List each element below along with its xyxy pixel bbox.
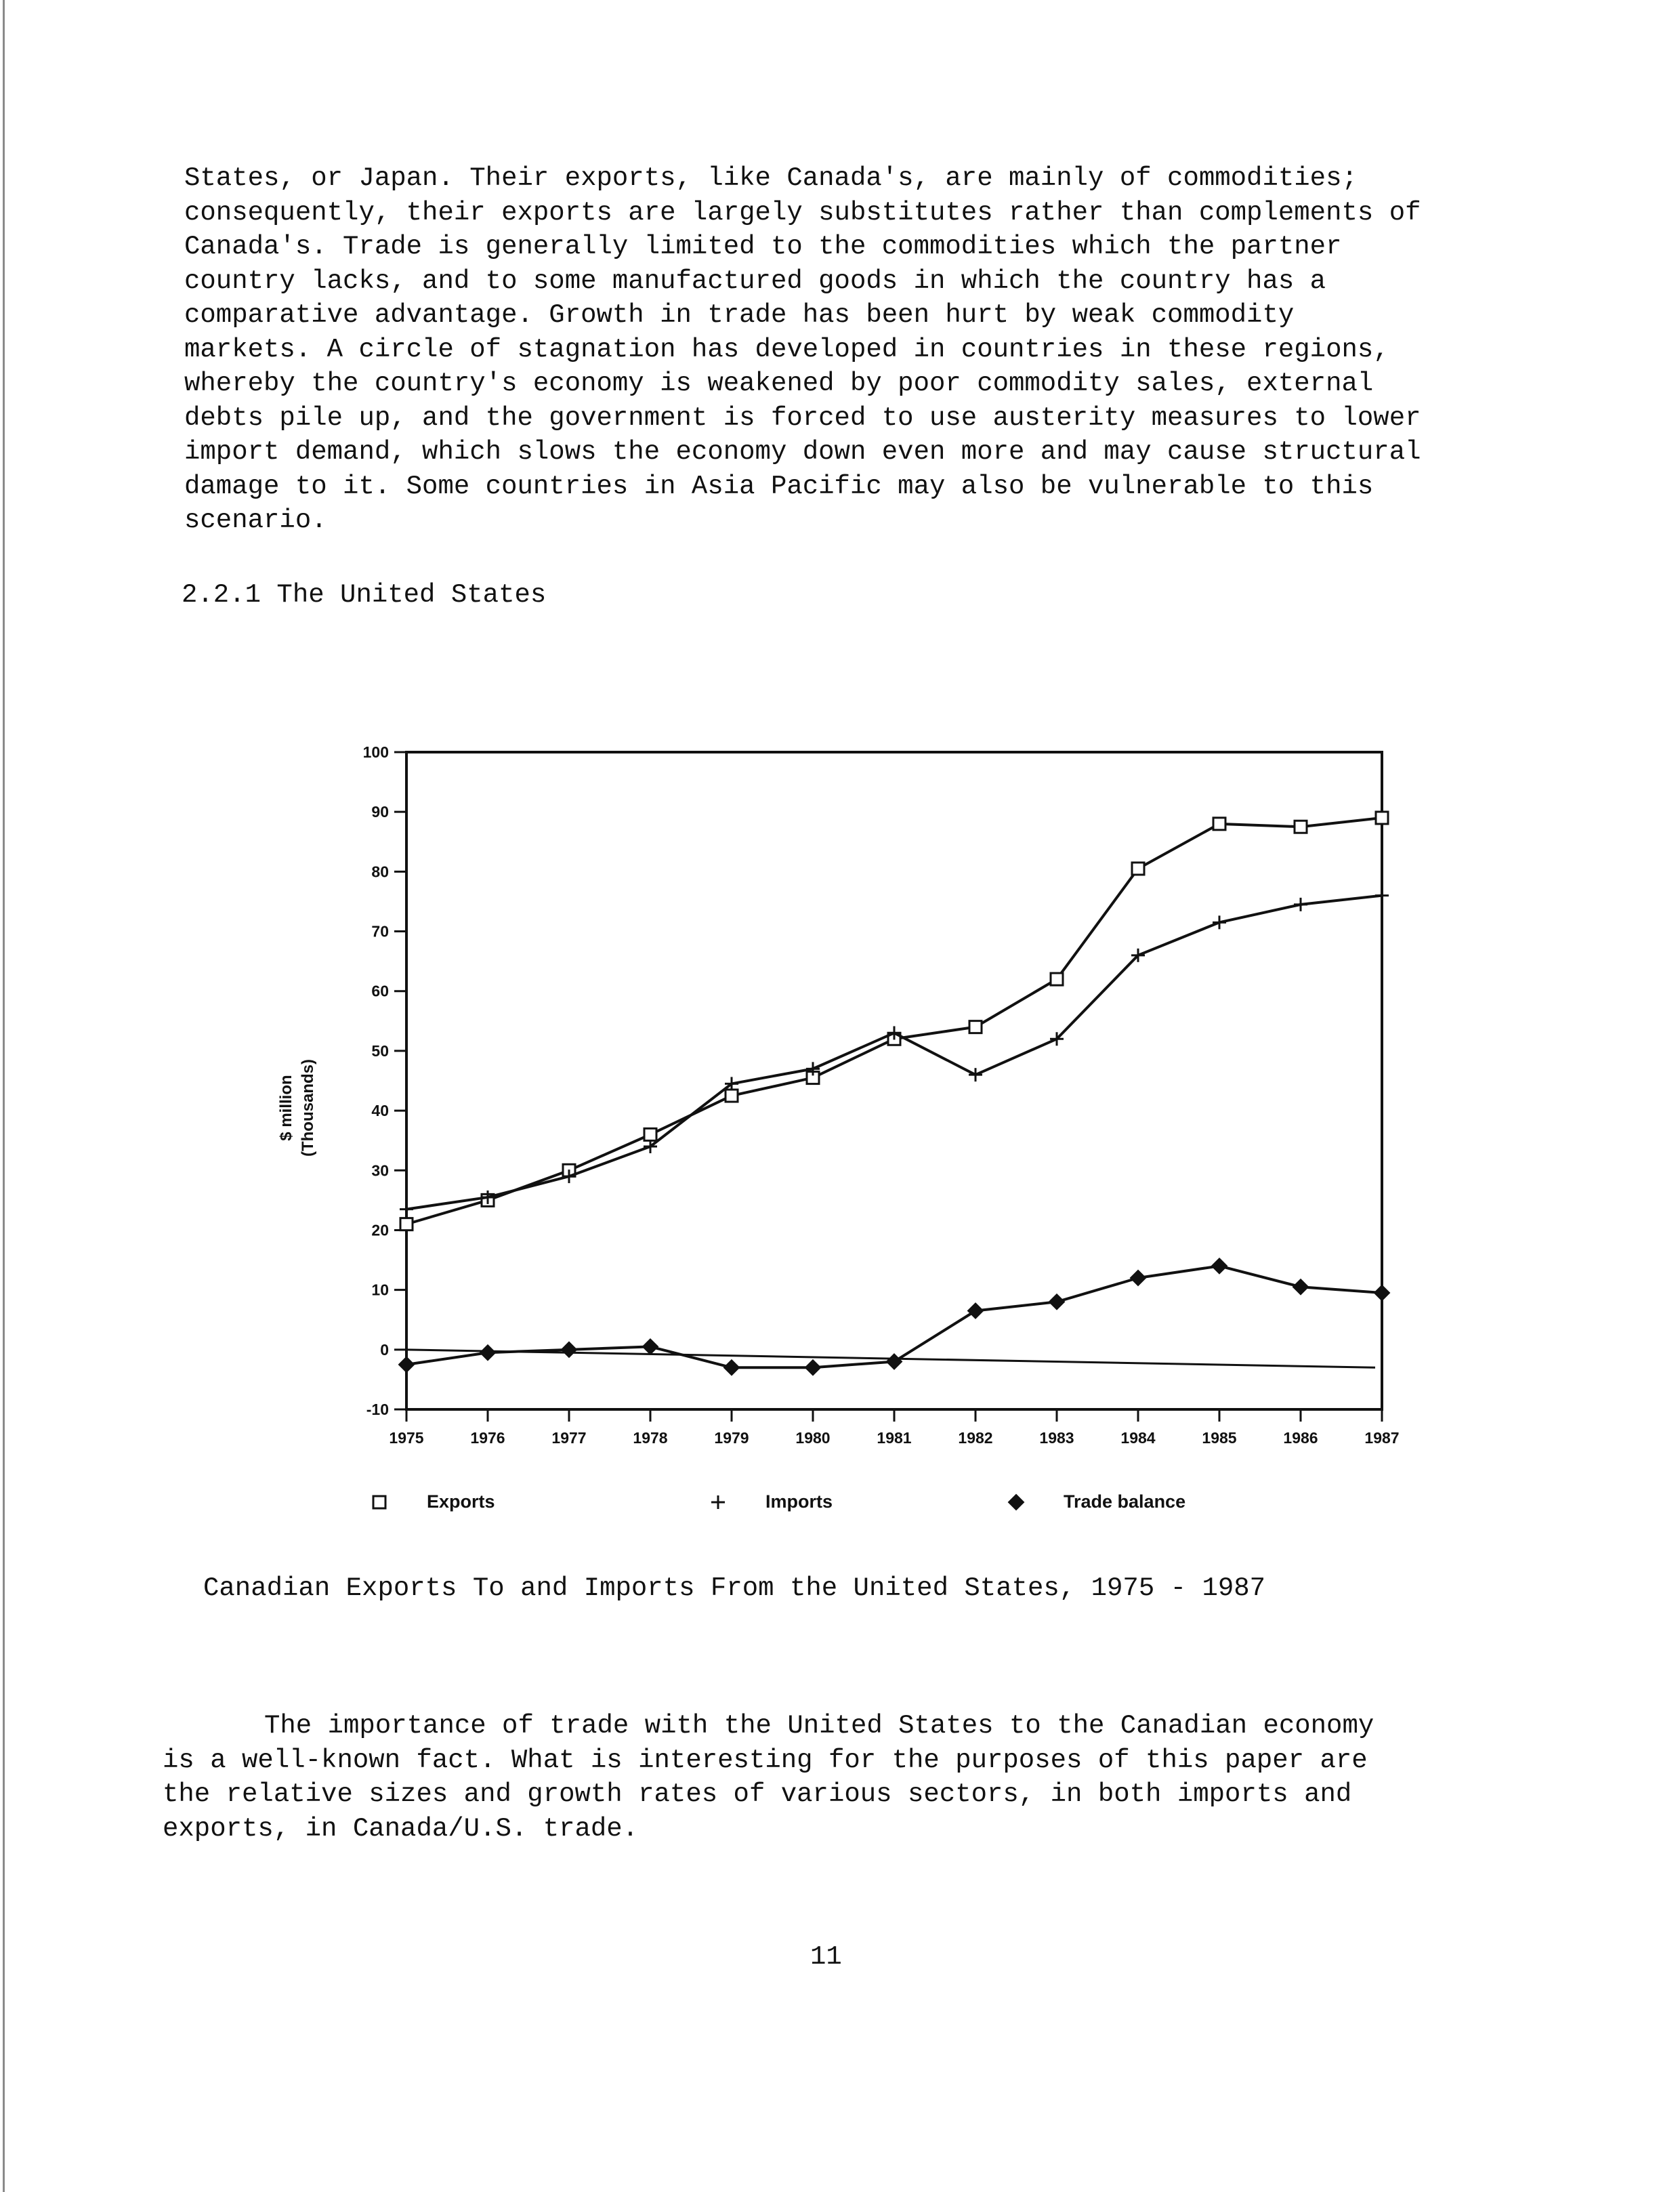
- x-tick-label: 1982: [958, 1429, 993, 1447]
- paragraph-line: debts pile up, and the government is forced to use austerity measures to lower: [184, 402, 1421, 433]
- paragraph-line: Canada's. Trade is generally limited to the commodities which the partner: [184, 232, 1342, 262]
- trade-balance-point: [1374, 1285, 1389, 1300]
- y-tick-label: 0: [380, 1340, 389, 1359]
- paragraph-line: scenario.: [184, 505, 327, 535]
- y-tick-label: 30: [371, 1161, 389, 1180]
- paragraph-line: The importance of trade with the United States to the Canadian economy: [264, 1711, 1374, 1741]
- y-tick-label: 20: [371, 1221, 389, 1239]
- plot-frame: [406, 752, 1382, 1409]
- exports-point: [1132, 863, 1144, 875]
- trade-line-chart: [244, 732, 1409, 1545]
- x-tick-label: 1977: [551, 1429, 587, 1447]
- exports-point: [1295, 821, 1307, 833]
- page-number: 11: [810, 1942, 842, 1972]
- paragraph-line: country lacks, and to some manufactured goods in which the country has a: [184, 266, 1326, 296]
- paragraph-line: markets. A circle of stagnation has developed in countries in these regions,: [184, 334, 1389, 365]
- exports-line: [406, 818, 1382, 1224]
- paragraph-line: damage to it. Some countries in Asia Pacific may also be vulnerable to this: [184, 471, 1374, 501]
- trade-balance-legend-label: Trade balance: [1064, 1491, 1186, 1512]
- body-paragraph-2: [163, 1709, 1498, 1846]
- exports-point: [1051, 973, 1063, 985]
- paragraph-line: comparative advantage. Growth in trade has been hurt by weak commodity: [184, 300, 1295, 330]
- trade-balance-point: [562, 1342, 576, 1357]
- y-axis-title-line: $ million: [277, 1075, 295, 1141]
- exports-point: [1376, 812, 1388, 824]
- imports-line: [406, 896, 1382, 1209]
- trade-balance-point: [1131, 1270, 1146, 1285]
- y-tick-label: 80: [371, 863, 389, 881]
- trade-balance-point: [480, 1345, 495, 1360]
- paragraph-line: consequently, their exports are largely substitutes rather than complements of: [184, 197, 1421, 228]
- y-tick-label: 100: [362, 743, 389, 761]
- y-tick-label: 90: [371, 803, 389, 821]
- x-tick-label: 1986: [1283, 1429, 1318, 1447]
- imports-legend-symbol: [711, 1495, 725, 1509]
- paragraph-line: exports, in Canada/U.S. trade.: [163, 1813, 639, 1844]
- figure-caption: Canadian Exports To and Imports From the United States, 1975 - 1987: [203, 1573, 1266, 1603]
- imports-point: [1294, 898, 1307, 911]
- exports-point: [726, 1090, 738, 1102]
- imports-point: [969, 1068, 982, 1081]
- x-tick-label: 1987: [1364, 1429, 1400, 1447]
- y-tick-label: 50: [371, 1041, 389, 1060]
- exports-point: [969, 1021, 982, 1033]
- x-tick-label: 1984: [1120, 1429, 1156, 1447]
- trade-balance-point: [1212, 1258, 1227, 1273]
- y-tick-label: 10: [371, 1281, 389, 1299]
- y-tick-label: -10: [366, 1401, 389, 1418]
- exports-point: [644, 1128, 656, 1140]
- trade-balance-point: [724, 1360, 739, 1375]
- paragraph-line: import demand, which slows the economy down even more and may cause structural: [184, 437, 1421, 467]
- paragraph-line: whereby the country's economy is weakened by poor commodity sales, external: [184, 369, 1374, 398]
- imports-point: [1213, 915, 1226, 929]
- x-tick-label: 1983: [1039, 1429, 1074, 1447]
- x-tick-label: 1985: [1202, 1429, 1237, 1447]
- body-paragraph-1: [184, 161, 1512, 538]
- trade-balance-point: [887, 1354, 902, 1369]
- y-tick-label: 70: [371, 922, 389, 940]
- imports-point: [1375, 889, 1389, 903]
- x-tick-label: 1981: [877, 1429, 912, 1447]
- x-tick-label: 1980: [795, 1429, 831, 1447]
- paragraph-line: the relative sizes and growth rates of various sectors, in both imports and: [163, 1779, 1352, 1809]
- x-tick-label: 1979: [714, 1429, 749, 1447]
- page-edge-rule: [3, 0, 5, 2192]
- x-tick-label: 1976: [470, 1429, 505, 1447]
- trade-balance-point: [1049, 1294, 1064, 1309]
- y-axis-title-line: (Thousands): [299, 1059, 317, 1157]
- exports-legend-symbol: [373, 1496, 385, 1508]
- x-tick-label: 1978: [633, 1429, 668, 1447]
- section-heading: 2.2.1 The United States: [182, 580, 547, 610]
- trade-balance-point: [805, 1360, 820, 1375]
- trade-balance-point: [1293, 1279, 1308, 1294]
- exports-point: [1213, 818, 1225, 830]
- trade-balance-point: [968, 1304, 983, 1319]
- paragraph-line: is a well-known fact. What is interesting for the purposes of this paper are: [163, 1745, 1368, 1775]
- trade-balance-legend-symbol: [1009, 1495, 1024, 1510]
- x-tick-label: 1975: [389, 1429, 424, 1447]
- y-tick-label: 40: [371, 1102, 389, 1120]
- trade-balance-point: [399, 1357, 414, 1372]
- trade-balance-point: [643, 1339, 658, 1354]
- exports-point: [400, 1218, 413, 1231]
- paragraph-line: States, or Japan. Their exports, like Canada's, are mainly of commodities;: [184, 163, 1358, 193]
- imports-legend-label: Imports: [765, 1491, 833, 1512]
- y-tick-label: 60: [371, 982, 389, 1000]
- exports-legend-label: Exports: [427, 1491, 495, 1512]
- imports-point: [400, 1203, 413, 1216]
